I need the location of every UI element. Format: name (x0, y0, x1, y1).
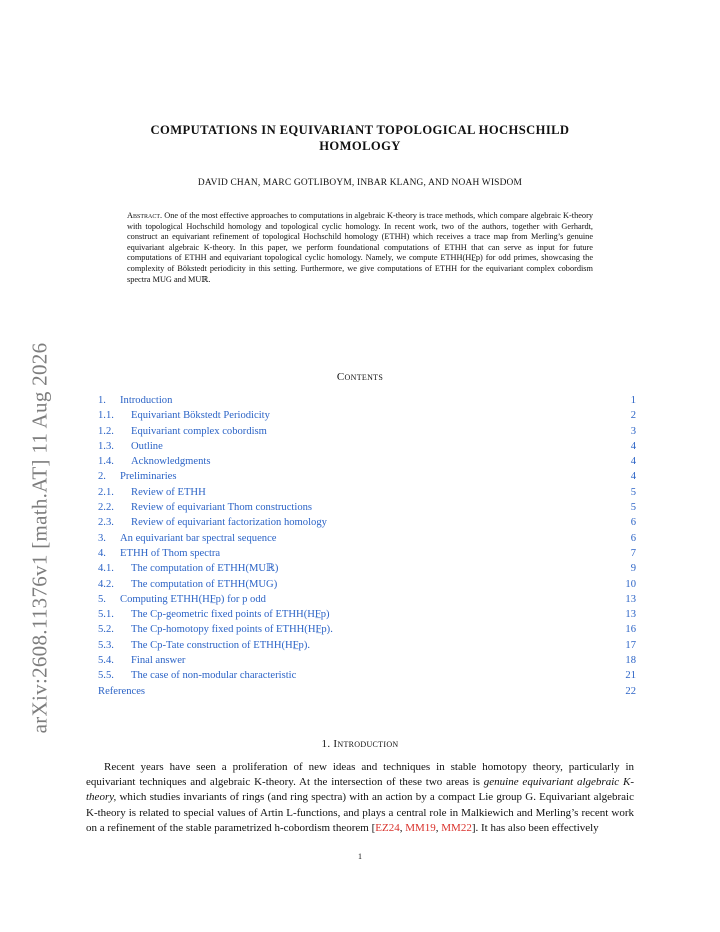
toc-entry-title: An equivariant bar spectral sequence (120, 532, 277, 544)
citation-link[interactable]: MM19 (405, 821, 436, 834)
toc-entry-page: 9 (630, 563, 636, 575)
toc-entry-page: 6 (630, 532, 636, 544)
toc-entry[interactable] (98, 424, 636, 439)
toc-entry-title: Review of equivariant Thom constructions (131, 502, 313, 514)
toc-entry-label (98, 454, 210, 469)
toc-entry-label (98, 546, 220, 561)
toc-entry-title: Equivariant Bökstedt Periodicity (131, 410, 270, 422)
toc-entry-label (98, 622, 333, 637)
toc-entry-label (98, 577, 277, 592)
title-line-2: HOMOLOGY (319, 139, 401, 153)
toc-entry-page: 7 (630, 547, 636, 559)
toc-entry-label (98, 607, 330, 622)
toc-entry-page: 10 (625, 578, 636, 590)
intro-text-1: Recent years have seen a proliferation of new ideas and techniques in stable homotopy theory, particularly in equivariant techniques and algebraic K-theory. At the intersection of these two areas is (86, 761, 634, 789)
toc-entry[interactable] (98, 531, 636, 546)
toc-entry-number: 2.3. (98, 517, 114, 529)
toc-entry-title: Computing ETHH(HF̲p) for p odd (120, 593, 266, 605)
toc-entry[interactable] (98, 607, 636, 622)
toc-entry[interactable] (98, 668, 636, 683)
toc-entry-page: 2 (630, 410, 636, 422)
abstract (127, 211, 593, 285)
toc-entry-page: 5 (630, 486, 636, 498)
toc-entry-label (98, 592, 266, 607)
toc-entry[interactable] (98, 561, 636, 576)
toc-entry-number: 2.1. (98, 486, 114, 498)
toc-entry-label (98, 408, 270, 423)
toc-entry-page: 17 (625, 639, 636, 651)
toc-entry-number: 1.3. (98, 440, 114, 452)
intro-text-3: ]. It has also been effectively (471, 821, 599, 834)
toc-entry-title: Acknowledgments (131, 456, 211, 468)
toc-entry-title: Equivariant complex cobordism (131, 425, 267, 437)
toc-entry-label (98, 424, 267, 439)
toc-entry-label (98, 561, 278, 576)
arxiv-stamp (22, 318, 58, 758)
toc-entry-number: 5.3. (98, 639, 114, 651)
toc-entry-page: 4 (630, 471, 636, 483)
toc-entry-number: 1.4. (98, 456, 114, 468)
toc-entry[interactable] (98, 469, 636, 484)
citation-separator: , (399, 821, 406, 834)
table-of-contents (98, 393, 636, 699)
toc-entry-number: 1. (98, 395, 106, 406)
toc-entry-number: 5. (98, 593, 106, 605)
toc-entry[interactable] (98, 684, 636, 699)
toc-entry-title: Final answer (131, 655, 186, 667)
toc-entry-label (98, 393, 172, 408)
toc-entry-label (98, 684, 145, 699)
title-line-1: COMPUTATIONS IN EQUIVARIANT TOPOLOGICAL HOCHSCHILD (150, 123, 570, 137)
toc-entry-page: 1 (630, 395, 636, 406)
toc-entry-number: 5.1. (98, 609, 114, 621)
toc-entry-title: Review of ETHH (131, 486, 206, 498)
toc-entry-page: 5 (630, 502, 636, 514)
toc-entry-page: 3 (630, 425, 636, 437)
toc-entry-page: 21 (625, 670, 636, 682)
toc-entry[interactable] (98, 439, 636, 454)
intro-emphasis: genuine equivariant algebraic K-theory, (86, 776, 634, 804)
citation-link[interactable]: MM22 (441, 821, 472, 834)
toc-entry[interactable] (98, 408, 636, 423)
toc-entry[interactable] (98, 638, 636, 653)
toc-entry-number: 1.1. (98, 410, 114, 422)
toc-entry-title: Outline (131, 440, 163, 452)
toc-entry-label (98, 469, 177, 484)
toc-entry-title: The Cp-geometric fixed points of ETHH(HF̲p) (131, 609, 330, 621)
author-list: DAVID CHAN, MARC GOTLIBOYM, INBAR KLANG, AND NOAH WISDOM (197, 178, 523, 188)
toc-entry-page: 4 (630, 440, 636, 452)
citation-separator: , (435, 821, 442, 834)
toc-entry-title: The computation of ETHH(MUG) (131, 578, 278, 590)
abstract-heading: Abstract. (127, 211, 163, 220)
abstract-text: One of the most effective approaches to computations in algebraic K-theory is trace methods, which compare algebraic K-theory with topological Hochschild homology and topological cyclic homology. In recent work, two of the authors, together with Gerhardt, construct an equivariant refinement of topological Hochschild homology (ETHH) which receives a trace map from Merling’s genuine equivariant algebraic K-theory. In this paper, we perform foundational computations of ETHH that can serve as input for future computations of ETHH and equivariant topological cyclic homology. Namely, we compute ETHH(HF̲p) for odd primes, showcasing the complexity of Bökstedt periodicity in this setting. Furthermore, we give computations of ETHH for the equivariant complex cobordism spectra MUG and MUℝ. (127, 211, 593, 284)
toc-entry-label (98, 653, 185, 668)
toc-entry-label (98, 638, 310, 653)
toc-entry[interactable] (98, 592, 636, 607)
toc-entry-page: 22 (625, 685, 636, 697)
citation-link[interactable]: EZ24 (375, 821, 400, 834)
toc-entry-title: The Cp-homotopy fixed points of ETHH(HF̲p). (131, 624, 333, 636)
introduction-body (86, 760, 634, 836)
toc-entry-number: 1.2. (98, 425, 114, 437)
toc-entry[interactable] (98, 577, 636, 592)
toc-entry-title: Preliminaries (120, 471, 177, 483)
toc-entry-number: 3. (98, 532, 106, 544)
toc-entry-number: 5.2. (98, 624, 114, 636)
paper-title (90, 122, 630, 154)
toc-entry-page: 18 (625, 655, 636, 667)
toc-entry-label (98, 485, 206, 500)
toc-entry-title: Review of equivariant factorization homology (131, 517, 327, 529)
toc-entry-page: 16 (625, 624, 636, 636)
toc-entry-label (98, 439, 163, 454)
toc-entry-label (98, 668, 296, 683)
toc-entry-number: 2.2. (98, 502, 114, 514)
toc-entry[interactable] (98, 546, 636, 561)
toc-entry-label (98, 500, 312, 515)
arxiv-id: arXiv:2608.11376v1 [math.AT] 11 Aug 2026 (27, 342, 52, 734)
toc-entry[interactable] (98, 622, 636, 637)
toc-entry-title: ETHH of Thom spectra (120, 547, 221, 559)
toc-entry-number: 2. (98, 471, 106, 483)
toc-entry-page: 6 (630, 517, 636, 529)
toc-entry[interactable] (98, 393, 636, 408)
toc-entry-number: 4.2. (98, 578, 114, 590)
toc-entry[interactable] (98, 454, 636, 469)
toc-entry-number: 5.4. (98, 655, 114, 667)
toc-entry[interactable] (98, 485, 636, 500)
toc-entry-number: 4.1. (98, 563, 114, 575)
contents-heading: Contents (336, 371, 384, 383)
intro-paragraph (86, 760, 634, 836)
intro-text-2: which studies invariants of rings (and ring spectra) with an action by a compact Lie group G. Equivariant algebraic K-theory is related to special values of Artin L-functions, and plays a central role in Malkiewich and Merling’s recent work on a refinement of the stable parametrized h-cobordism theorem [ (86, 791, 634, 834)
toc-entry-label (98, 531, 276, 546)
toc-entry-title: The computation of ETHH(MUℝ) (131, 563, 279, 575)
toc-entry-title: References (98, 685, 146, 697)
toc-entry-label (98, 515, 327, 530)
toc-entry-page: 13 (625, 609, 636, 621)
section-heading: 1. Introduction (321, 738, 399, 750)
toc-entry[interactable] (98, 515, 636, 530)
toc-entry-title: Introduction (120, 395, 173, 406)
toc-entry[interactable] (98, 500, 636, 515)
toc-entry-title: The case of non-modular characteristic (131, 670, 297, 682)
toc-entry-number: 5.5. (98, 670, 114, 682)
toc-entry[interactable] (98, 653, 636, 668)
toc-entry-title: The Cp-Tate construction of ETHH(HF̲p). (131, 639, 311, 651)
page-number: 1 (358, 852, 362, 861)
toc-entry-page: 4 (630, 456, 636, 468)
toc-entry-page: 13 (625, 593, 636, 605)
toc-entry-number: 4. (98, 547, 106, 559)
